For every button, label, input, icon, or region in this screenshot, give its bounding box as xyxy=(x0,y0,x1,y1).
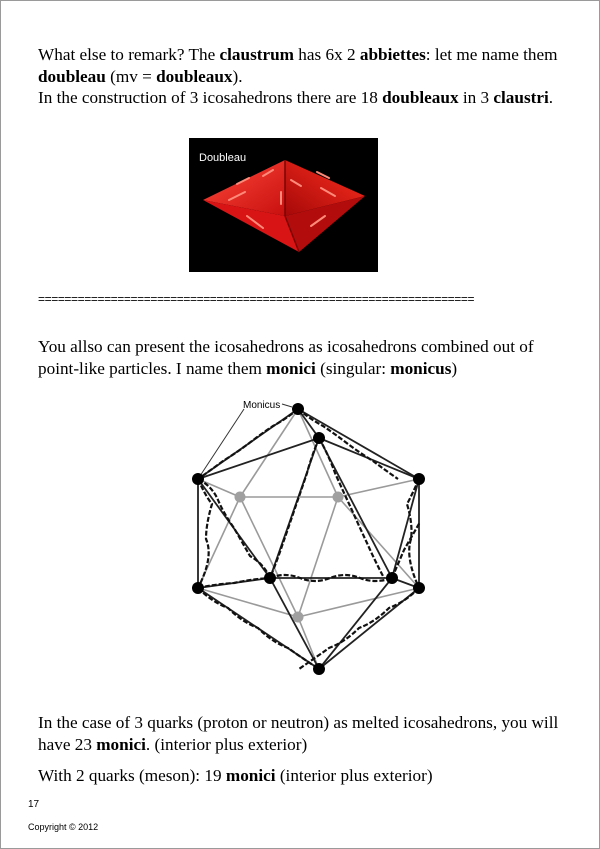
icosahedron-monici-figure xyxy=(180,393,440,683)
paragraph-construction: In the construction of 3 icosahedrons there are 18 doubleaux in 3 claustri. xyxy=(38,88,554,107)
copyright-notice: Copyright © 2012 xyxy=(28,822,99,832)
paragraph-meson: With 2 quarks (meson): 19 monici (interior plus exterior) xyxy=(38,766,433,785)
monicus-label: Monicus xyxy=(243,400,281,411)
page-number: 17 xyxy=(28,799,40,810)
paragraph-monici: You allso can present the icosahedrons as icosahedrons combined out of point-like particles. I name them monici (singular: monicus) xyxy=(38,337,534,378)
doubleau-image xyxy=(189,138,378,272)
doubleau-label: Doubleau xyxy=(199,152,247,164)
paragraph-quarks: In the case of 3 quarks (proton or neutron) as melted icosahedrons, you will have 23 monici. (interior plus exterior) xyxy=(38,713,559,754)
paragraph-doubleau: What else to remark? The claustrum has 6x 2 abbiettes: let me name them doubleau (mv = doubleaux). xyxy=(38,45,558,86)
separator-line: ================================================================== xyxy=(38,292,475,306)
